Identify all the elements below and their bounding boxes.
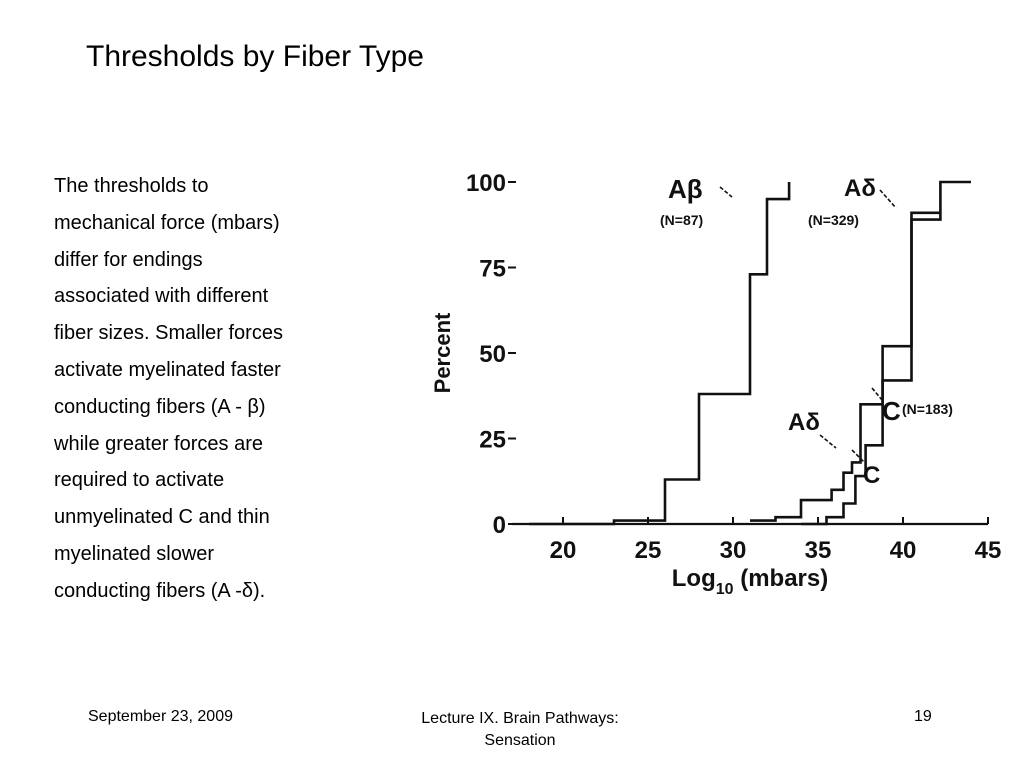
footer-lecture-title — [370, 708, 670, 752]
abeta-leader-line — [720, 187, 732, 197]
body-line: activate myelinated faster — [54, 358, 281, 381]
body-line: mechanical force (mbars) — [54, 211, 280, 234]
chart-series — [529, 182, 971, 524]
body-line: conducting fibers (A -δ). — [54, 579, 266, 602]
x-tick-label: 40 — [889, 537, 917, 564]
y-tick-label: 100 — [465, 170, 506, 197]
footer-page-number: 19 — [914, 708, 932, 725]
y-tick-label: 75 — [479, 255, 506, 283]
slide-title: Thresholds by Fiber Type — [86, 40, 424, 73]
abeta-label: Aβ — [668, 174, 703, 204]
series-abeta-line — [529, 182, 789, 524]
footer-lecture-line-1: Lecture IX. Brain Pathways: — [421, 710, 619, 727]
series-adelta-line — [750, 182, 971, 521]
body-line: unmyelinated C and thin — [54, 506, 270, 529]
y-tick-label: 25 — [479, 426, 506, 454]
adelta-top-leader-line — [880, 190, 896, 208]
x-tick-label: 20 — [549, 537, 577, 564]
c-mid-n-label: (N=183) — [902, 401, 953, 417]
y-tick-label: 0 — [492, 512, 506, 539]
body-line: while greater forces are — [54, 432, 263, 455]
body-line: associated with different — [54, 285, 269, 308]
y-axis-title: Percent — [430, 312, 455, 394]
adelta-low-leader-line — [820, 435, 836, 448]
c-mid-leader-line — [872, 388, 882, 400]
c-mid-label: C — [882, 396, 901, 426]
x-tick-label: 30 — [719, 537, 747, 564]
c-low-leader-line — [852, 450, 864, 462]
x-tick-label: 35 — [804, 537, 832, 564]
adelta-low-label: Aδ — [788, 409, 820, 436]
abeta-n-label: (N=87) — [660, 212, 704, 228]
footer-lecture-line-2: Sensation — [484, 732, 556, 749]
chart-axes — [430, 170, 1001, 598]
adelta-top-label: Aδ — [844, 175, 876, 202]
chart-annotations — [660, 174, 953, 489]
body-line: The thresholds to — [54, 175, 209, 197]
c-low-label: C — [863, 462, 881, 489]
body-line: differ for endings — [54, 248, 203, 271]
x-axis-title: Log$_{10}$ (mbars) — [671, 565, 829, 598]
y-tick-label: 50 — [479, 341, 506, 368]
body-line: myelinated slower — [54, 542, 215, 565]
adelta-top-n-label: (N=329) — [808, 212, 859, 228]
footer-date: September 23, 2009 — [88, 708, 233, 725]
body-line: conducting fibers (A - β) — [54, 395, 266, 418]
x-tick-label: 45 — [974, 537, 1002, 564]
threshold-step-chart — [420, 150, 1020, 620]
x-tick-label: 25 — [634, 537, 662, 564]
slide-body-text — [54, 168, 374, 610]
body-line: fiber sizes. Smaller forces — [54, 322, 283, 345]
body-line: required to activate — [54, 469, 225, 492]
